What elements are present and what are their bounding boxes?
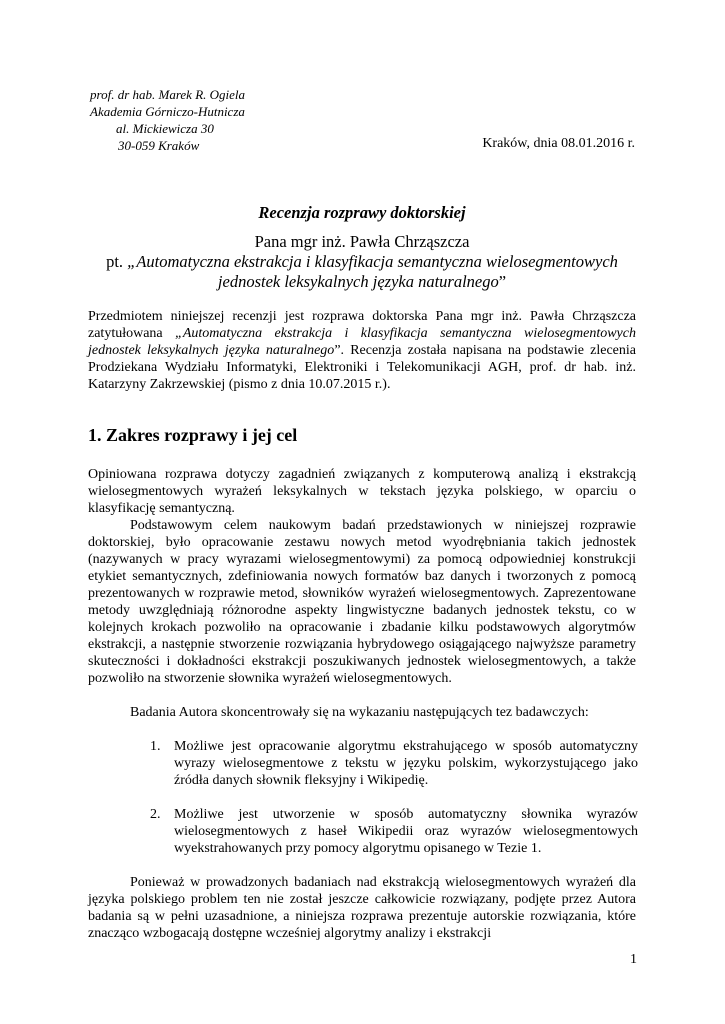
page-number: 1 bbox=[630, 952, 637, 967]
subtitle-person: Pana mgr inż. Pawła Chrząszcza bbox=[254, 232, 470, 251]
section-paragraph-4 bbox=[88, 874, 636, 942]
subtitle-work-line1 bbox=[88, 252, 636, 272]
address-line-institution: Akademia Górniczo-Hutnicza bbox=[90, 104, 245, 119]
address-line-city: 30-059 Kraków bbox=[118, 138, 200, 153]
address-line-name: prof. dr hab. Marek R. Ogiela bbox=[90, 87, 246, 102]
subtitle-work-line2 bbox=[88, 272, 636, 292]
document-subtitle bbox=[88, 232, 636, 292]
section-paragraph-1 bbox=[88, 466, 636, 517]
intro-text-2: ”. Recenzja została napisana na podstawie zlecenia Prodziekana Wydziału Informatyki, Elektroniki i Telekomunikacji AGH, prof. dr hab. inż. Katarzyny Zakrzewskiej (pismo z dnia 10.07.2015 r.). bbox=[88, 343, 637, 392]
subtitle-prefix: pt. bbox=[106, 252, 128, 271]
thesis-number: 2. bbox=[150, 807, 161, 822]
thesis-list-item-1 bbox=[150, 738, 638, 789]
subtitle-work-title-2: jednostek leksykalnych języka naturalnego bbox=[217, 272, 499, 291]
section-paragraph-3-text: Badania Autora skoncentrowały się na wykazaniu następujących tez badawczych: bbox=[130, 705, 589, 720]
section-paragraph-4-text: Ponieważ w prowadzonych badaniach nad ekstrakcją wielosegmentowych wyrażeń dla języka polskiego problem ten nie został jeszcze całkowicie rozwiązany, podjęte przez Autora badania są w pełni uzasadnione, a niniejsza rozprawa prezentuje autorskie rozwiązania, które znacząco wzbogacają dostępne wcześniej algorytmy analizy i ekstrakcji bbox=[88, 875, 636, 941]
intro-italic-title: „Automatyczna ekstrakcja i klasyfikacja semantyczna wielosegmentowych jednostek leksykalnych języka naturalnego bbox=[88, 326, 636, 358]
intro-paragraph bbox=[88, 308, 636, 393]
section-heading: 1. Zakres rozprawy i jej cel bbox=[88, 425, 298, 445]
subtitle-work-title-1: „Automatyczna ekstrakcja i klasyfikacja semantyczna wielosegmentowych bbox=[127, 252, 618, 271]
thesis-text: Możliwe jest opracowanie algorytmu ekstrahującego w sposób automatyczny wyrazy wielosegmentowe z tekstu w języku polskim, wykorzystującego jako źródła danych słownik fleksyjny i Wikipedię. bbox=[174, 739, 638, 788]
document-date: Kraków, dnia 08.01.2016 r. bbox=[482, 136, 635, 151]
section-paragraph-1-text: Opiniowana rozprawa dotyczy zagadnień związanych z komputerową analizą i ekstrakcją wielosegmentowych wyrażeń leksykalnych w tekstach języka polskiego, w oparciu o klasyfikację semantyczną. bbox=[88, 467, 636, 516]
author-address bbox=[90, 86, 245, 154]
address-line-street: al. Mickiewicza 30 bbox=[116, 121, 214, 136]
thesis-list-item-2 bbox=[150, 806, 638, 857]
subtitle-closing-quote: ” bbox=[498, 272, 507, 291]
thesis-text: Możliwe jest utworzenie w sposób automatyczny słownika wyrazów wielosegmentowych z haseł Wikipedii oraz wyrazów wielosegmentowych wyekstrahowanych przy pomocy algorytmu opisanego w Tezie 1. bbox=[174, 807, 638, 856]
section-paragraph-3 bbox=[88, 704, 636, 721]
section-paragraph-2-text: Podstawowym celem naukowym badań przedstawionych w niniejszej rozprawie doktorskiej, było opracowanie zestawu nowych metod wyodrębniania takich jednostek (nazywanych w pracy wyrazami wielosegmentowymi) za pomocą odpowiedniej konstrukcji etykiet semantycznych, zdefiniowania nowych formatów baz danych i tworzonych z pomocą prezentowanych w rozprawie metod, słowników wyrażeń wielosegmentowych. Zaprezentowane metody uwzględniają różnorodne aspekty lingwistyczne badanych jednostek tekstu, co w kolejnych krokach pozwoliło na opracowanie i zbadanie kilku podstawowych algorytmów ekstrakcji, a następnie stworzenie rozwiązania hybrydowego osiągającego najwyższe parametry skuteczności i dokładności ekstrakcji poszukiwanych jednostek wielosegmentowych, a także pozwoliło na stworzenie słownika wyrażeń wielosegmentowych. bbox=[88, 518, 636, 686]
document-title: Recenzja rozprawy doktorskiej bbox=[258, 203, 466, 222]
section-paragraph-2 bbox=[88, 517, 636, 687]
thesis-number: 1. bbox=[150, 739, 161, 754]
intro-text-1: Przedmiotem niniejszej recenzji jest rozprawa doktorska Pana mgr inż. Pawła Chrząszcza zatytułowana bbox=[88, 309, 636, 341]
